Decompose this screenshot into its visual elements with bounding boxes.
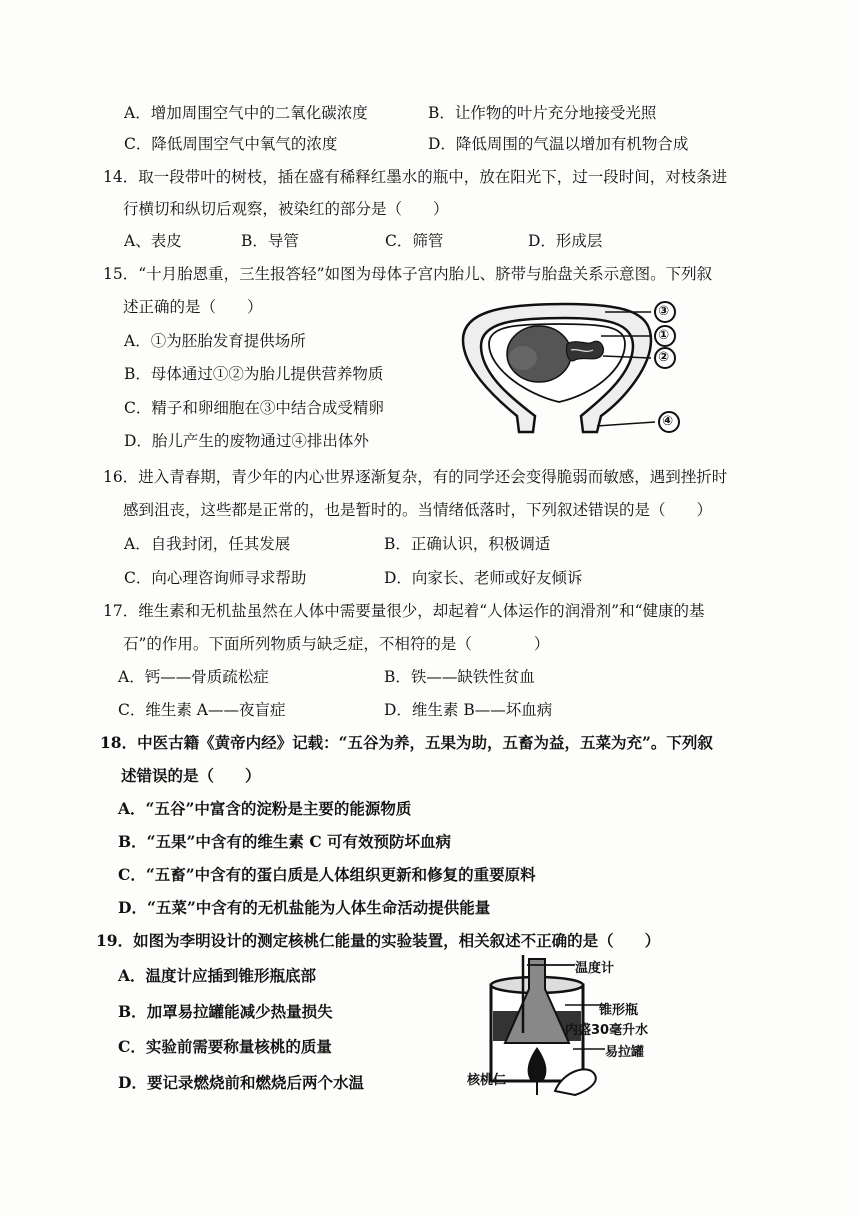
uterus-diagram xyxy=(455,298,695,440)
label-can: 易拉罐 xyxy=(605,1045,645,1060)
q14-option-c: C．筛管 xyxy=(385,232,444,250)
q18-option-b: B．“五果”中含有的维生素 C 可有效预防坏血病 xyxy=(118,832,452,851)
q14-option-b: B．导管 xyxy=(241,232,299,250)
uterus-label-1: ① xyxy=(658,328,670,343)
q13-option-b: B．让作物的叶片充分地接受光照 xyxy=(428,104,657,122)
q15-option-c: C．精子和卵细胞在③中结合成受精卵 xyxy=(124,399,384,417)
q14-option-a: A、表皮 xyxy=(124,232,182,250)
q18-stem-line2: 述错误的是（ ） xyxy=(121,766,261,785)
q16-option-a: A．自我封闭，任其发展 xyxy=(124,535,291,553)
uterus-label-4: ④ xyxy=(662,414,674,429)
q13-option-c: C．降低周围空气中氧气的浓度 xyxy=(124,135,338,153)
q15-option-b: B．母体通过①②为胎儿提供营养物质 xyxy=(124,365,384,383)
q19-option-a: A．温度计应插到锥形瓶底部 xyxy=(118,966,317,985)
q15-stem-line2: 述正确的是（ ） xyxy=(123,298,263,316)
q17-stem-line2: 石”的作用。下面所列物质与缺乏症，不相符的是（ ） xyxy=(123,635,550,653)
q14-option-d: D．形成层 xyxy=(528,232,603,250)
uterus-label-2: ② xyxy=(658,350,670,365)
calorimeter-figure xyxy=(465,955,705,1100)
q13-option-a: A．增加周围空气中的二氧化碳浓度 xyxy=(124,104,368,122)
q16-stem-line2: 感到沮丧，这些都是正常的，也是暂时的。当情绪低落时，下列叙述错误的是（ ） xyxy=(123,501,713,519)
q19-option-c: C．实验前需要称量核桃的质量 xyxy=(118,1037,332,1056)
q16-option-d: D．向家长、老师或好友倾诉 xyxy=(384,569,583,587)
q17-option-c: C．维生素 A——夜盲症 xyxy=(118,701,286,719)
q17-option-d: D．维生素 B——坏血病 xyxy=(384,701,553,719)
q16-stem-line1: 16．进入青春期，青少年的内心世界逐渐复杂，有的同学还会变得脆弱而敏感，遇到挫折时 xyxy=(103,468,728,486)
q15-option-a: A．①为胚胎发育提供场所 xyxy=(124,332,306,350)
q17-option-b: B．铁——缺铁性贫血 xyxy=(384,668,535,686)
q19-option-d: D．要记录燃烧前和燃烧后两个水温 xyxy=(118,1073,364,1092)
q16-option-b: B．正确认识，积极调适 xyxy=(384,535,551,553)
q18-option-c: C．“五畜”中含有的蛋白质是人体组织更新和修复的重要原料 xyxy=(118,865,536,884)
label-thermometer: 温度计 xyxy=(575,961,615,976)
label-conical-flask: 锥形瓶 xyxy=(599,1003,639,1018)
q17-stem-line1: 17．维生素和无机盐虽然在人体中需要量很少，却起着“人体运作的润滑剂”和“健康的基 xyxy=(103,602,705,620)
q18-option-a: A．“五谷”中富含的淀粉是主要的能源物质 xyxy=(118,799,412,818)
q16-option-c: C．向心理咨询师寻求帮助 xyxy=(124,569,307,587)
q13-option-d: D．降低周围的气温以增加有机物合成 xyxy=(428,135,689,153)
q17-option-a: A．钙——骨质疏松症 xyxy=(118,668,269,686)
q15-option-d: D．胎儿产生的废物通过④排出体外 xyxy=(124,432,369,450)
uterus-label-3: ③ xyxy=(658,304,670,319)
q19-option-b: B．加罩易拉罐能减少热量损失 xyxy=(118,1002,333,1021)
label-water-volume: 内盛30毫升水 xyxy=(565,1023,649,1038)
q19-stem-line1: 19．如图为李明设计的测定核桃仁能量的实验装置，相关叙述不正确的是（ ） xyxy=(96,931,661,950)
q18-option-d: D．“五菜”中含有的无机盐能为人体生命活动提供能量 xyxy=(118,898,491,917)
q18-stem-line1: 18．中医古籍《黄帝内经》记载：“五谷为养，五果为助，五畜为益，五菜为充”。下列叙 xyxy=(100,733,713,752)
label-walnut: 核桃仁 xyxy=(467,1073,507,1088)
uterus-figure xyxy=(455,298,695,440)
q15-stem-line1: 15．“十月胎恩重，三生报答轻”如图为母体子宫内胎儿、脐带与胎盘关系示意图。下列叙 xyxy=(103,265,713,283)
q14-stem-line2: 行横切和纵切后观察，被染红的部分是（ ） xyxy=(123,200,449,218)
q14-stem-line1: 14．取一段带叶的树枝，插在盛有稀释红墨水的瓶中，放在阳光下，过一段时间，对枝条进 xyxy=(103,168,728,186)
